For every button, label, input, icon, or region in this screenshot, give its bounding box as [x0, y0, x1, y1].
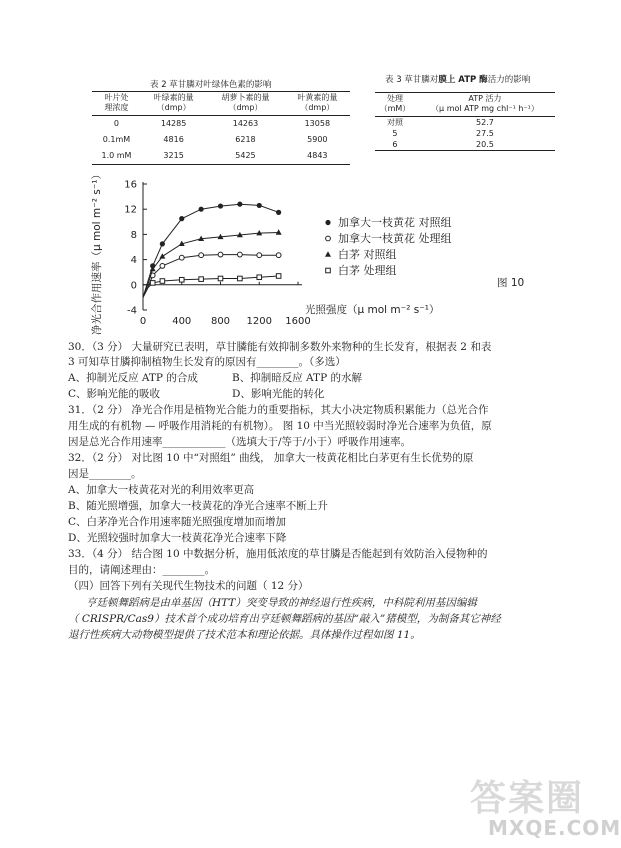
data-point	[218, 203, 223, 208]
data-point	[276, 210, 281, 215]
data-point	[257, 275, 262, 280]
data-point	[160, 264, 165, 269]
data-point	[276, 253, 281, 258]
series-line-1	[143, 255, 279, 298]
q30-option-b: B、抑制暗反应 ATP 的水解	[232, 372, 362, 384]
data-point	[198, 236, 204, 241]
q30-line1: 30．（3 分） 大量研究已表明，草甘膦能有效抑制多数外来物种的生长发育，根据表 2 和表	[68, 341, 492, 353]
x-tick-label: 400	[172, 316, 192, 327]
data-point	[150, 281, 155, 286]
legend-label: 白茅 对照组	[338, 248, 397, 261]
table-cell: 52.7	[476, 117, 494, 127]
q32-option-d: D、光照较强时加拿大一枝黄花净光合速率下降	[68, 532, 287, 544]
table2-header-cell: 叶片处 理浓度	[104, 93, 129, 112]
table-cell: 1.0 mM	[101, 151, 132, 160]
table-cell: 27.5	[476, 128, 494, 138]
table-cell: 对照	[386, 117, 403, 127]
q32-line1: 32．（2 分） 对比图 10 中“对照组” 曲线， 加拿大一枝黄花相比白茅更有生长优势的原	[68, 452, 474, 464]
data-point	[179, 277, 184, 282]
data-point	[179, 241, 185, 246]
data-point	[257, 253, 262, 258]
q33-line1: 33．（4 分） 结合图 10 中数据分析，施用低浓度的草甘膦是否能起到有效防治入侵物种的	[68, 548, 488, 560]
section4-para-line3: 退行性疾病大动物模型提供了技术范本和理论依据。具体操作过程如图 11。	[68, 629, 421, 641]
data-point	[257, 203, 262, 208]
x-tick-label: 1200	[246, 316, 272, 327]
legend-marker	[326, 236, 331, 241]
x-tick-label: 0	[139, 316, 147, 327]
table3-header-cell: ATP 活力 （μ mol ATP mg chl⁻¹ h⁻¹）	[431, 94, 539, 113]
q30-line2: 3 可知草甘膦抑制植物生长发育的原因有________。（多选）	[68, 356, 346, 368]
table-cell: 20.5	[476, 139, 494, 149]
y-tick-label: 4	[130, 255, 137, 267]
legend-label: 加拿大一枝黄花 对照组	[338, 216, 452, 229]
data-point	[237, 252, 242, 257]
table-cell: 6218	[235, 135, 256, 144]
series-line-0	[143, 204, 279, 297]
x-tick-label: 1600	[285, 316, 311, 327]
q32-option-a: A、加拿大一枝黄花对光的利用效率更高	[68, 484, 255, 496]
q31-line3: 因是总光合作用速率____________（选填大于/等于/小于）呼吸作用速率。	[68, 436, 412, 448]
data-point	[218, 252, 223, 257]
legend-label: 加拿大一枝黄花 处理组	[338, 232, 452, 245]
y-tick-label: 16	[124, 179, 137, 191]
data-point	[218, 234, 224, 239]
table-row	[92, 148, 350, 165]
x-axis-label: 光照强度（μ mol m⁻² s⁻¹）	[305, 304, 440, 316]
q31-line2: 用生成的有机物 — 呼吸作用消耗的有机物）。 图 10 中当光照较弱时净光合速率为负值，原	[68, 420, 492, 432]
table-cell: 6	[392, 139, 398, 149]
q30-option-c: C、影响光能的吸收	[68, 388, 161, 400]
legend-label: 白茅 处理组	[338, 264, 397, 277]
q30-option-d: D、影响光能的转化	[232, 388, 325, 400]
data-point	[160, 279, 165, 284]
table-row	[375, 117, 555, 129]
data-point	[218, 276, 223, 281]
q32-option-b: B、随光照增强，加拿大一枝黄花的净光合速率不断上升	[68, 500, 328, 512]
data-point	[159, 253, 165, 258]
table-cell: 5425	[235, 151, 256, 160]
q32-line2: 因是________。	[68, 468, 142, 480]
y-tick-label: -4	[127, 305, 137, 317]
table-cell: 3215	[163, 151, 184, 160]
data-point	[237, 232, 243, 237]
table-cell: 5900	[307, 135, 328, 144]
table-cell: 13058	[304, 119, 331, 128]
figure-label: 图 10	[497, 277, 525, 289]
data-point	[150, 273, 155, 278]
table-row	[92, 116, 350, 133]
data-point	[199, 277, 204, 282]
watermark-logo: 答案圈	[470, 778, 585, 819]
data-point	[237, 202, 242, 207]
data-point	[150, 263, 155, 268]
table-cell: 14263	[232, 119, 259, 128]
table3-header-row	[375, 93, 555, 117]
table3	[375, 92, 555, 151]
q33-line2: 目的，请阐述理由：________。	[68, 564, 215, 576]
section4-para-line2: （ CRISPR/Cas9）技术首个成功培育出亨廷顿舞蹈病的基因“敲入”猪模型，为制备其它神经	[68, 613, 501, 625]
legend-marker	[325, 220, 330, 225]
data-point	[276, 274, 281, 279]
data-point	[179, 216, 184, 221]
data-point	[150, 266, 156, 271]
table2-caption: 表 2 草甘膦对叶绿体色素的影响	[150, 80, 272, 90]
table2-header-cell: 叶绿素的量 （dmp）	[153, 93, 194, 112]
y-axis-label: 净光合作用速率（μ mol m⁻² s⁻¹）	[91, 169, 103, 335]
data-point	[199, 207, 204, 212]
table3-caption: 表 3 草甘膦对膜上 ATP 酶活力的影响	[385, 75, 531, 85]
q32-option-c: C、白茅净光合作用速率随光照强度增加而增加	[68, 516, 287, 528]
table-row	[375, 139, 555, 151]
data-point	[256, 230, 262, 235]
q30-option-a: A、抑制光反应 ATP 的合成	[68, 372, 198, 384]
table3-header-cell: 处理 （mM）	[379, 94, 411, 113]
x-tick-label: 800	[210, 316, 231, 327]
y-tick-label: 8	[130, 229, 137, 241]
data-point	[276, 229, 282, 234]
table-row	[375, 128, 555, 139]
table-cell: 4843	[307, 151, 328, 160]
section4-heading: （四）回答下列有关现代生物技术的问题（ 12 分）	[68, 580, 309, 592]
table-cell: 0	[113, 119, 120, 128]
legend-marker	[326, 268, 331, 273]
table-cell: 0.1mM	[102, 135, 131, 144]
series-line-3	[143, 276, 279, 297]
table-cell: 5	[392, 128, 398, 138]
series-line-2	[143, 233, 279, 298]
table2-header-row	[92, 92, 350, 116]
q31-line1: 31．（2 分） 净光合作用是植物光合能力的重要指标，其大小决定物质积累能力（总光合作	[68, 404, 489, 416]
y-tick-label: 12	[124, 204, 137, 216]
table-cell: 14285	[160, 119, 187, 128]
y-tick-label: 0	[130, 280, 137, 292]
data-point	[160, 241, 165, 246]
table2-header-cell: 叶黄素的量 （dmp）	[297, 93, 338, 112]
table-cell: 4816	[163, 135, 184, 144]
table2-header-cell: 胡萝卜素的量 （dmp）	[221, 93, 270, 112]
data-point	[238, 276, 243, 281]
watermark-url: MXQE.COM	[488, 816, 621, 840]
table-row	[92, 132, 350, 148]
legend-marker	[325, 251, 331, 256]
table2	[92, 91, 350, 165]
data-point	[199, 253, 204, 258]
data-point	[179, 255, 184, 260]
section4-para-line1: 亨廷顿舞蹈病是由单基因（HTT）突变导致的神经退行性疾病，中科院利用基因编辑	[86, 597, 477, 609]
